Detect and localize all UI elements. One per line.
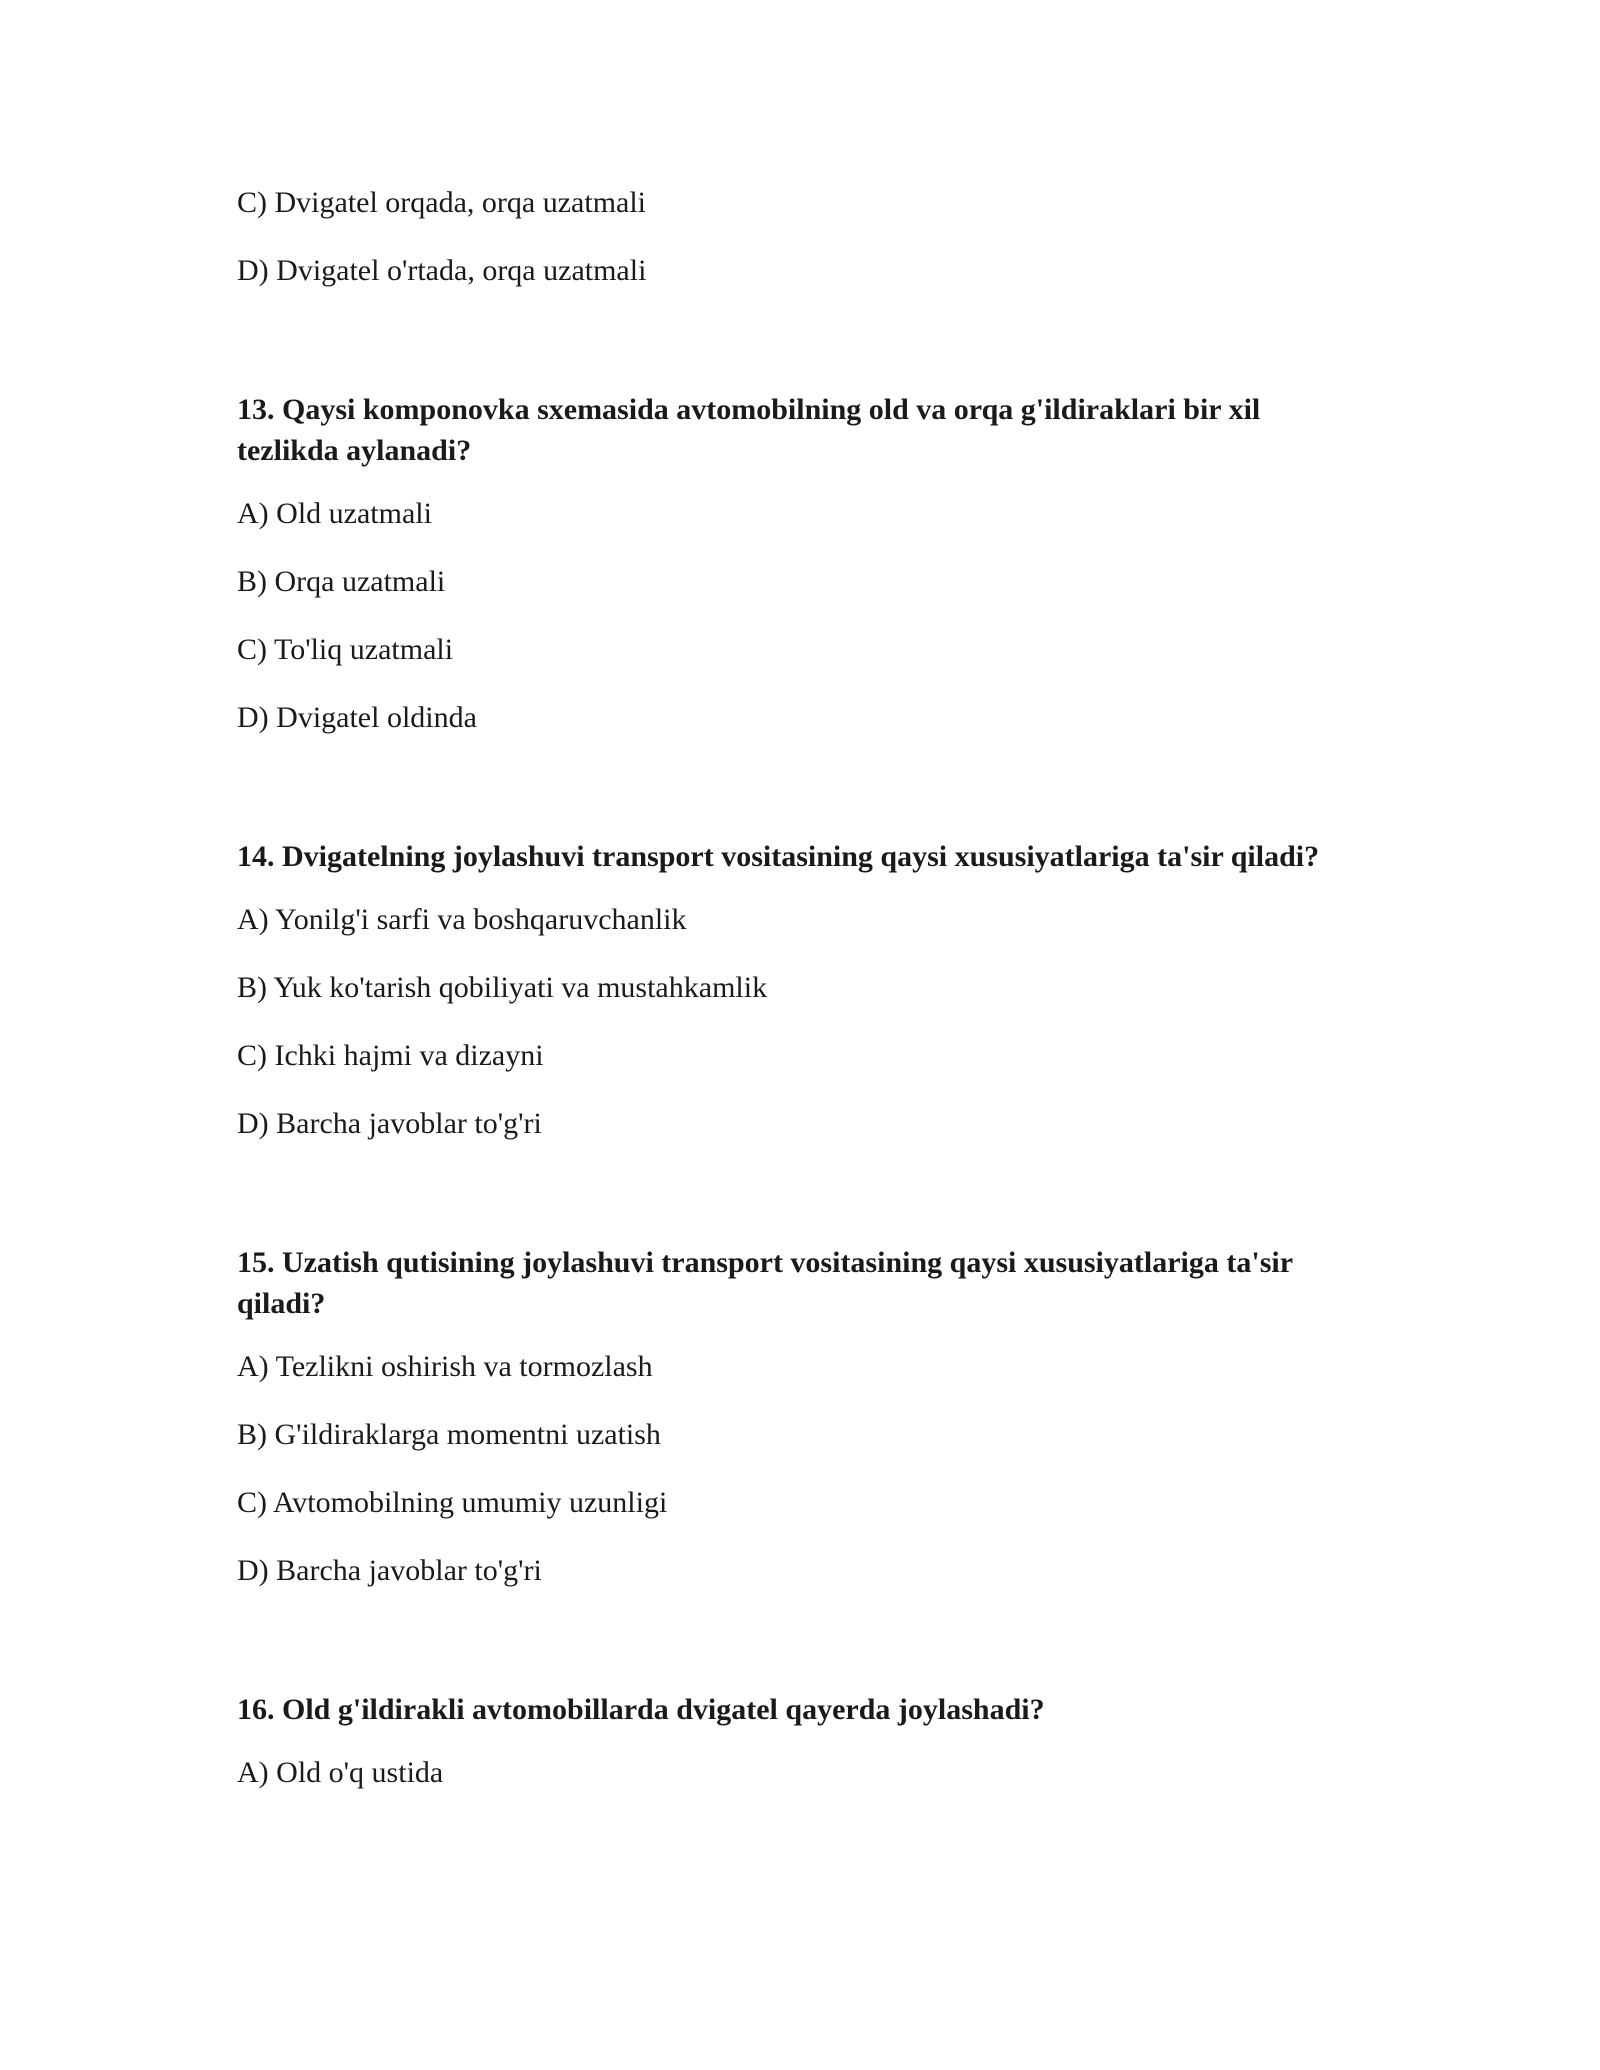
spacer [237, 322, 1367, 389]
option-b-q14: B) Yuk ko'tarish qobiliyati va mustahkamlik [237, 971, 768, 1004]
spacer [237, 1175, 1367, 1242]
question-13-text: 13. Qaysi komponovka sxemasida avtomobilning old va orqa g'ildiraklari bir xil tezlikda aylanadi? [237, 393, 1261, 467]
option-a-q15: A) Tezlikni oshirish va tormozlash [237, 1350, 653, 1383]
option-c-q12: C) Dvigatel orqada, orqa uzatmali [237, 186, 647, 219]
question-block-14 [237, 836, 1367, 1141]
option-d-q15: D) Barcha javoblar to'g'ri [237, 1554, 542, 1587]
option-d-q14: D) Barcha javoblar to'g'ri [237, 1107, 542, 1140]
option-a-q13: A) Old uzatmali [237, 497, 432, 530]
option-d-q13: D) Dvigatel oldinda [237, 701, 477, 734]
question-16-text: 16. Old g'ildirakli avtomobillarda dvigatel qayerda joylashadi? [237, 1693, 1045, 1726]
option-d-q12: D) Dvigatel o'rtada, orqa uzatmali [237, 254, 647, 287]
option-c-q13: C) To'liq uzatmali [237, 633, 454, 666]
option-c-q15: C) Avtomobilning umumiy uzunligi [237, 1486, 668, 1519]
option-b-q15: B) G'ildiraklarga momentni uzatish [237, 1418, 661, 1451]
question-block-16 [237, 1689, 1367, 1790]
spacer [237, 1622, 1367, 1689]
option-a-q16: A) Old o'q ustida [237, 1756, 444, 1789]
spacer [237, 769, 1367, 836]
question-15-text: 15. Uzatish qutisining joylashuvi transport vositasining qaysi xususiyatlariga ta'sir qiladi? [237, 1246, 1293, 1320]
question-14-text: 14. Dvigatelning joylashuvi transport vositasining qaysi xususiyatlariga ta'sir qiladi? [237, 840, 1320, 873]
option-a-q14: A) Yonilg'i sarfi va boshqaruvchanlik [237, 903, 687, 936]
question-block-15 [237, 1242, 1367, 1588]
option-c-q14: C) Ichki hajmi va dizayni [237, 1039, 544, 1072]
option-b-q13: B) Orqa uzatmali [237, 565, 446, 598]
quiz-content [237, 186, 1367, 1790]
question-block-13 [237, 389, 1367, 735]
